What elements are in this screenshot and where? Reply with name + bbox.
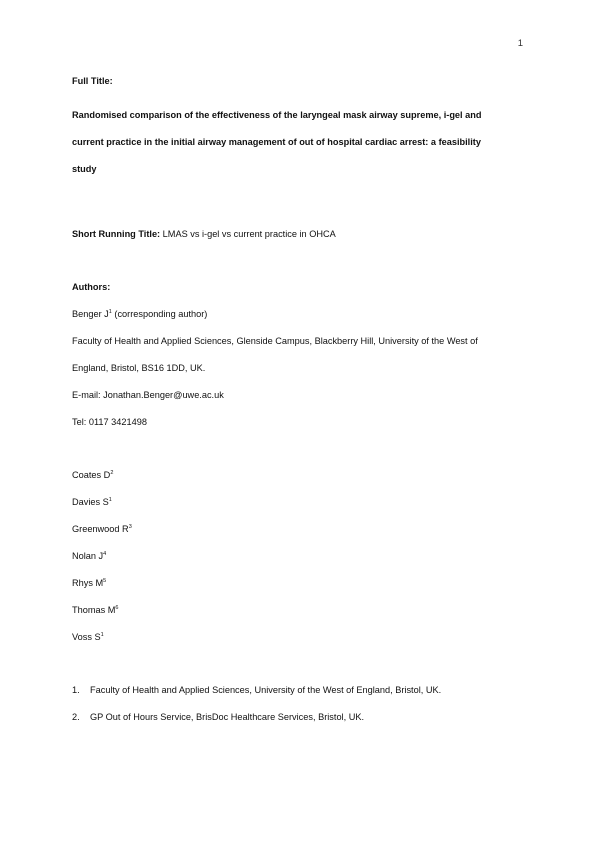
author-affiliation-number: 1: [100, 632, 104, 638]
tel-line: Tel: 0117 3421498: [72, 417, 147, 427]
short-title-value: LMAS vs i-gel vs current practice in OHCA: [160, 229, 336, 239]
corresponding-note: (corresponding author): [111, 309, 208, 319]
affiliation-number: 2.: [72, 712, 80, 722]
full-title-label: Full Title:: [72, 76, 113, 86]
author-affiliation-number: 2: [110, 470, 114, 476]
author-affiliation-number: 1: [108, 497, 112, 503]
author-name: Greenwood R: [72, 524, 129, 534]
author-name: Thomas M: [72, 605, 116, 615]
author-affiliation-number: 6: [115, 605, 119, 611]
email-line: E-mail: Jonathan.Benger@uwe.ac.uk: [72, 390, 224, 400]
page-number: 1: [517, 38, 523, 49]
author-name: Nolan J: [72, 551, 104, 561]
authors-label: Authors:: [72, 282, 111, 292]
short-running-title: [72, 229, 336, 239]
affiliation-text: Faculty of Health and Applied Sciences, University of the West of England, Bristol, UK.: [90, 685, 442, 695]
author-affiliation-number: 4: [103, 551, 107, 557]
author-affiliation-number: 5: [103, 578, 107, 584]
author-greenwood: [72, 524, 132, 534]
author-thomas: [72, 605, 118, 615]
author-name: Rhys M: [72, 578, 104, 588]
affiliation-number: 1.: [72, 685, 80, 695]
short-title-label: Short Running Title:: [72, 229, 161, 239]
author-voss: [72, 632, 104, 642]
author-name: Davies S: [72, 497, 109, 507]
address-line-1: Faculty of Health and Applied Sciences, Glenside Campus, Blackberry Hill, University of the West of: [72, 336, 478, 346]
affiliation-text: GP Out of Hours Service, BrisDoc Healthcare Services, Bristol, UK.: [90, 712, 365, 722]
title-line-2: current practice in the initial airway management of out of hospital cardiac arrest: a feasibility: [72, 137, 481, 147]
author-coates: [72, 470, 113, 480]
author-affiliation-number: 1: [108, 309, 112, 315]
title-line-1: Randomised comparison of the effectiveness of the laryngeal mask airway supreme, i-gel and: [72, 110, 482, 120]
address-line-2: England, Bristol, BS16 1DD, UK.: [72, 363, 206, 373]
author-name: Voss S: [72, 632, 101, 642]
author-nolan: [72, 551, 106, 561]
author-name: Coates D: [72, 470, 111, 480]
affiliation-2: [72, 712, 364, 722]
author-davies: [72, 497, 112, 507]
author-rhys: [72, 578, 106, 588]
author-affiliation-number: 3: [128, 524, 132, 530]
author-name: Benger J: [72, 309, 109, 319]
affiliation-1: [72, 685, 441, 695]
corresponding-author: [72, 309, 207, 319]
title-line-3: study: [72, 164, 97, 174]
